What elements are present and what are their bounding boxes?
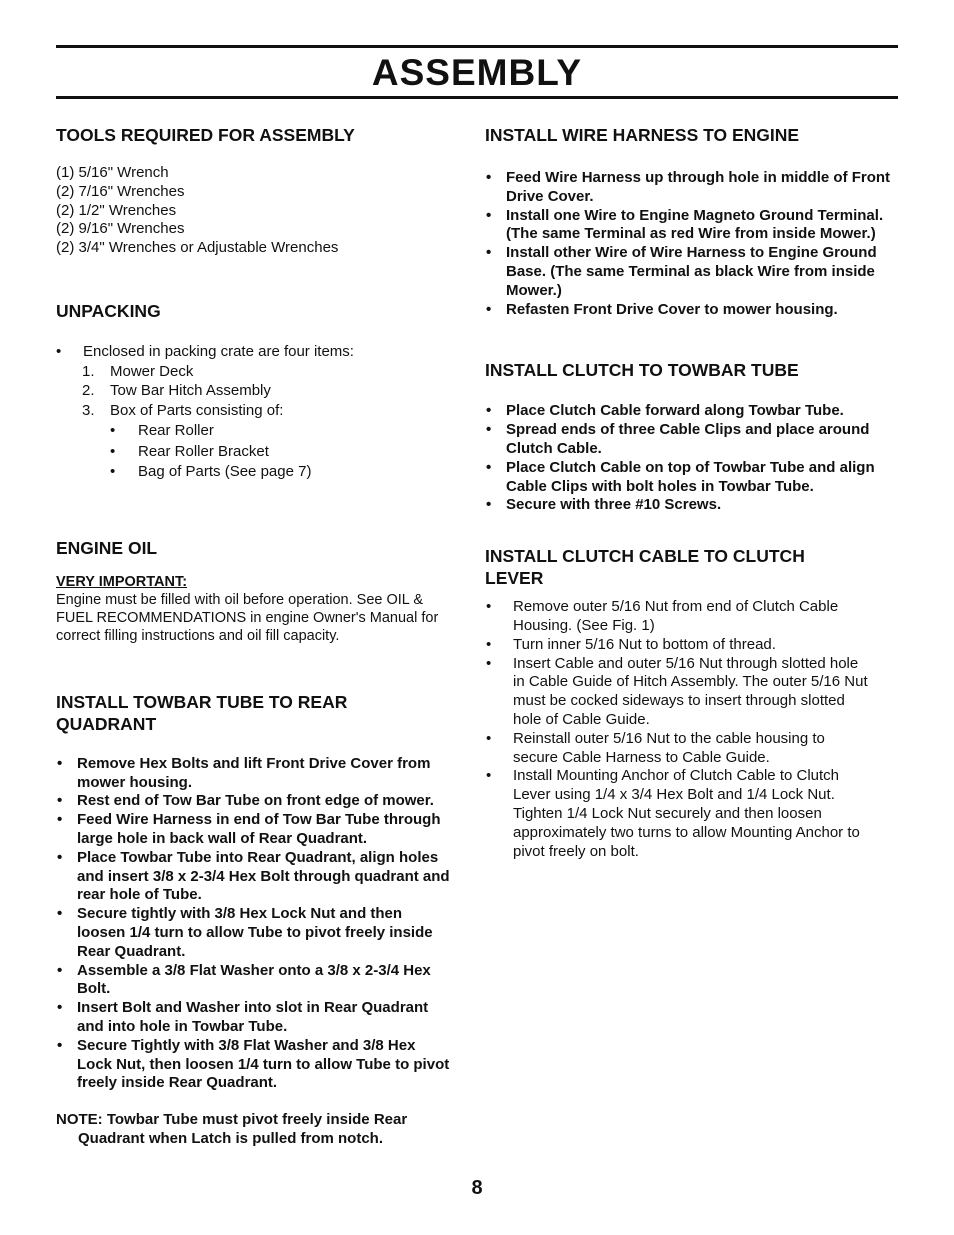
list-item [82, 401, 451, 483]
tools-section [56, 124, 451, 258]
list-item: • Feed Wire Harness up through hole in middle of Front Drive Cover. [485, 169, 900, 207]
unpacking-list [56, 342, 451, 483]
unpacking-items [82, 362, 451, 483]
list-item: • Secure Tightly with 3/8 Flat Washer and 3/8 Hex Lock Nut, then loosen 1/4 turn to allow Tube to pivot freely inside Rear Quadrant. [56, 1037, 451, 1093]
list-item: • Feed Wire Harness in end of Tow Bar Tube through large hole in back wall of Rear Quadrant. [56, 811, 451, 849]
list-item: (1) 5/16" Wrench [56, 164, 169, 181]
list-item: • Assemble a 3/8 Flat Washer onto a 3/8 x 2-3/4 Hex Bolt. [56, 962, 451, 1000]
clutch-cable-steps [485, 598, 870, 861]
unpacking-heading: UNPACKING [56, 300, 161, 321]
list-item: • Place Clutch Cable forward along Towbar Tube. [485, 402, 900, 421]
tools-heading: TOOLS REQUIRED FOR ASSEMBLY [56, 125, 355, 145]
clutch-towbar-steps [485, 402, 900, 515]
list-item: • Rear Roller [110, 421, 451, 442]
list-item: • Secure tightly with 3/8 Hex Lock Nut and then loosen 1/4 turn to allow Tube to pivot freely inside Rear Quadrant. [56, 905, 451, 961]
wire-harness-heading: INSTALL WIRE HARNESS TO ENGINE [485, 125, 800, 145]
page-title: ASSEMBLY [371, 52, 583, 93]
clutch-towbar-heading: INSTALL CLUTCH TO TOWBAR TUBE [485, 360, 799, 381]
item-text: Tow Bar Hitch Assembly [110, 382, 271, 400]
header-bottom-rule [56, 96, 898, 99]
towbar-note [56, 1111, 451, 1149]
list-item: (2) 7/16" Wrenches [56, 182, 185, 200]
list-item: • Place Clutch Cable on top of Towbar Tube and align Cable Clips with bolt holes in Towbar Tube. [485, 459, 900, 497]
tools-list [56, 164, 451, 258]
engine-oil-text: Engine must be filled with oil before operation. See OIL & FUEL RECOMMENDATIONS in engine Owner's Manual for correct filling instructions and oil fill capacity. [56, 591, 439, 644]
right-column [485, 124, 900, 861]
clutch-towbar-section [485, 359, 900, 515]
list-item: • Place Towbar Tube into Rear Quadrant, align holes and insert 3/8 x 2-3/4 Hex Bolt through quadrant and rear hole of Tube. [56, 849, 451, 905]
item-number: 2. [82, 382, 95, 400]
note-text: Towbar Tube must pivot freely inside Rear Quadrant when Latch is pulled from notch. [78, 1111, 408, 1147]
list-item: • Bag of Parts (See page 7) [110, 462, 451, 483]
list-item: • Refasten Front Drive Cover to mower housing. [485, 301, 900, 320]
list-item: • Insert Cable and outer 5/16 Nut through slotted hole in Cable Guide of Hitch Assembly. The outer 5/16 Nut must be cocked sideways to insert through slotted hole of Cable Guide. [485, 655, 870, 730]
list-item: • Rear Roller Bracket [110, 442, 451, 463]
wire-harness-steps [485, 169, 900, 319]
list-item [82, 362, 451, 382]
towbar-steps [56, 755, 451, 1093]
towbar-section [56, 691, 451, 1149]
engine-oil-heading: ENGINE OIL [56, 537, 158, 558]
list-item [82, 381, 451, 401]
list-item: • Reinstall outer 5/16 Nut to the cable housing to secure Cable Harness to Cable Guide. [485, 730, 870, 768]
list-item: • Remove Hex Bolts and lift Front Drive Cover from mower housing. [56, 755, 451, 793]
engine-oil-section [56, 537, 451, 645]
unpacking-section [56, 300, 451, 483]
list-item: • Insert Bolt and Washer into slot in Rear Quadrant and into hole in Towbar Tube. [56, 999, 451, 1037]
item-text: Mower Deck [110, 362, 194, 380]
page-number: 8 [471, 1177, 483, 1199]
list-item: • Install Mounting Anchor of Clutch Cable to Clutch Lever using 1/4 x 3/4 Hex Bolt and 1/4 Lock Nut. Tighten 1/4 Lock Nut securely and then loosen approximately two turns to allow Mounting Anchor to pivot freely on bolt. [485, 767, 870, 861]
item-number: 3. [82, 401, 95, 419]
list-item: • Remove outer 5/16 Nut from end of Clutch Cable Housing. (See Fig. 1) [485, 598, 870, 636]
note-label: NOTE: [56, 1111, 103, 1129]
list-item: (2) 1/2" Wrenches [56, 201, 177, 219]
clutch-cable-heading: INSTALL CLUTCH CABLE TO CLUTCH LEVER [485, 546, 805, 589]
list-item: (2) 9/16" Wrenches [56, 220, 185, 238]
list-item: (2) 3/4" Wrenches or Adjustable Wrenches [56, 239, 339, 257]
very-important-label: VERY IMPORTANT: [56, 573, 188, 590]
list-item: • Install other Wire of Wire Harness to Engine Ground Base. (The same Terminal as black Wire from inside Mower.) [485, 244, 900, 300]
list-item: • Spread ends of three Cable Clips and place around Clutch Cable. [485, 421, 900, 459]
wire-harness-section [485, 124, 900, 319]
left-column [56, 124, 451, 1149]
unpacking-lead: • Enclosed in packing crate are four items: [56, 342, 451, 362]
header-top-rule [56, 45, 898, 48]
towbar-heading: INSTALL TOWBAR TUBE TO REAR QUADRANT [56, 691, 348, 734]
parts-box-list [110, 421, 451, 483]
list-item: • Install one Wire to Engine Magneto Ground Terminal. (The same Terminal as red Wire from inside Mower.) [485, 207, 900, 245]
clutch-cable-section [485, 545, 900, 861]
item-number: 1. [82, 362, 95, 380]
list-item: • Secure with three #10 Screws. [485, 496, 900, 515]
list-item: • Turn inner 5/16 Nut to bottom of thread. [485, 636, 870, 655]
item-text: Box of Parts consisting of: [110, 401, 284, 419]
list-item: • Rest end of Tow Bar Tube on front edge of mower. [56, 792, 451, 811]
